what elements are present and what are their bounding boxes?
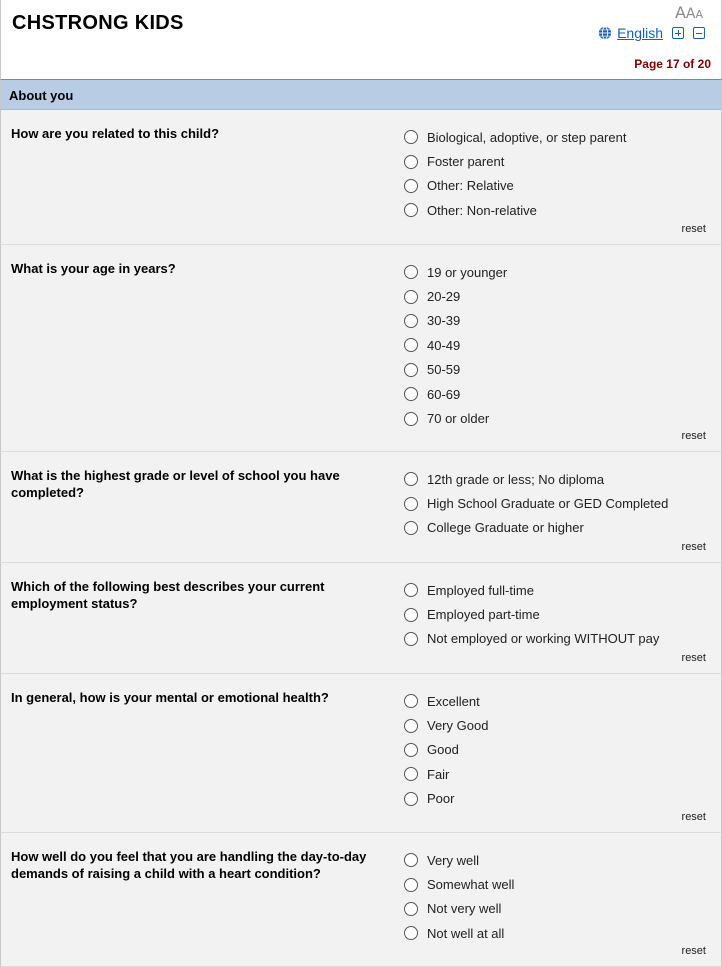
language-selector[interactable]	[598, 25, 705, 41]
radio-button[interactable]	[404, 719, 418, 733]
question-block	[0, 674, 722, 833]
option-label: Very well	[427, 852, 480, 868]
answer-option[interactable]	[404, 516, 668, 540]
answer-option[interactable]	[404, 848, 514, 872]
answer-option[interactable]	[404, 713, 488, 737]
answer-option[interactable]	[404, 578, 659, 602]
option-label: Other: Non-relative	[427, 202, 537, 218]
option-label: Not well at all	[427, 925, 505, 941]
radio-button[interactable]	[404, 363, 418, 377]
collapse-icon[interactable]	[693, 27, 705, 39]
section-header	[0, 79, 722, 110]
radio-button[interactable]	[404, 632, 418, 646]
font-size-control[interactable]	[675, 3, 703, 22]
answer-option[interactable]	[404, 491, 668, 515]
option-label: Very Good	[427, 718, 489, 734]
answer-option[interactable]	[404, 333, 507, 357]
answer-option[interactable]	[404, 125, 626, 149]
radio-button[interactable]	[404, 853, 418, 867]
answer-option[interactable]	[404, 872, 514, 896]
radio-button[interactable]	[404, 926, 418, 940]
answer-option[interactable]	[404, 689, 488, 713]
option-label: 12th grade or less; No diploma	[427, 471, 605, 487]
radio-button[interactable]	[404, 155, 418, 169]
option-label: 70 or older	[427, 411, 490, 427]
radio-button[interactable]	[404, 497, 418, 511]
option-label: Not employed or working WITHOUT pay	[427, 631, 660, 647]
radio-button[interactable]	[404, 694, 418, 708]
question-text: In general, how is your mental or emotional health?	[11, 690, 329, 705]
answer-options	[404, 260, 507, 431]
option-label: Poor	[427, 791, 455, 807]
answer-option[interactable]	[404, 921, 514, 945]
option-label: Excellent	[427, 693, 480, 709]
radio-button[interactable]	[404, 608, 418, 622]
question-block	[0, 245, 722, 452]
font-size-medium[interactable]: A	[685, 6, 696, 22]
option-label: College Graduate or higher	[427, 520, 584, 536]
answer-option[interactable]	[404, 149, 626, 173]
question-block	[0, 452, 722, 563]
option-label: Somewhat well	[427, 877, 515, 893]
answer-options	[404, 467, 668, 540]
answer-option[interactable]	[404, 406, 507, 430]
radio-button[interactable]	[404, 521, 418, 535]
option-label: 40-49	[427, 337, 461, 353]
answer-option[interactable]	[404, 787, 488, 811]
reset-link[interactable]: reset	[681, 811, 706, 823]
option-label: 50-59	[427, 362, 461, 378]
option-label: 20-29	[427, 289, 461, 305]
page-indicator: Page 17 of 20	[634, 57, 711, 71]
radio-button[interactable]	[404, 792, 418, 806]
radio-button[interactable]	[404, 179, 418, 193]
question-text: What is your age in years?	[11, 261, 176, 276]
survey-title: CHSTRONG KIDS	[12, 12, 184, 34]
answer-option[interactable]	[404, 382, 507, 406]
option-label: Other: Relative	[427, 178, 514, 194]
radio-button[interactable]	[404, 130, 418, 144]
radio-button[interactable]	[404, 583, 418, 597]
question-block	[0, 563, 722, 674]
reset-link[interactable]: reset	[681, 945, 706, 957]
radio-button[interactable]	[404, 412, 418, 426]
radio-button[interactable]	[404, 767, 418, 781]
option-label: Employed full-time	[427, 582, 534, 598]
option-label: Good	[427, 742, 459, 758]
radio-button[interactable]	[404, 902, 418, 916]
radio-button[interactable]	[404, 203, 418, 217]
option-label: Fair	[427, 766, 450, 782]
answer-option[interactable]	[404, 602, 659, 626]
option-label: Employed part-time	[427, 607, 540, 623]
option-label: Not very well	[427, 901, 502, 917]
option-label: 19 or younger	[427, 264, 508, 280]
radio-button[interactable]	[404, 314, 418, 328]
question-text: Which of the following best describes your current employment status?	[11, 579, 325, 611]
answer-option[interactable]	[404, 738, 488, 762]
answer-option[interactable]	[404, 897, 514, 921]
font-size-large[interactable]: A	[674, 3, 686, 22]
option-label: 60-69	[427, 386, 461, 402]
answer-options	[404, 848, 514, 946]
question-text: How are you related to this child?	[11, 126, 220, 141]
answer-option[interactable]	[404, 309, 507, 333]
reset-link[interactable]: reset	[681, 430, 706, 442]
answer-option[interactable]	[404, 762, 488, 786]
radio-button[interactable]	[404, 472, 418, 486]
answer-option[interactable]	[404, 627, 659, 651]
answer-options	[404, 578, 659, 651]
question-text: How well do you feel that you are handling the day-to-day demands of raising a child with a heart condition?	[11, 849, 367, 881]
answer-options	[404, 689, 488, 811]
answer-option[interactable]	[404, 198, 626, 222]
radio-button[interactable]	[404, 743, 418, 757]
radio-button[interactable]	[404, 387, 418, 401]
answer-option[interactable]	[404, 467, 668, 491]
question-block	[0, 110, 722, 245]
question-block	[0, 833, 722, 967]
radio-button[interactable]	[404, 265, 418, 279]
globe-icon	[598, 26, 612, 40]
expand-icon[interactable]	[672, 27, 684, 39]
radio-button[interactable]	[404, 290, 418, 304]
reset-link[interactable]: reset	[681, 652, 706, 664]
reset-link[interactable]: reset	[681, 223, 706, 235]
section-title: About you	[9, 88, 74, 103]
answer-option[interactable]	[404, 358, 507, 382]
option-label: 30-39	[427, 313, 461, 329]
font-size-small[interactable]: A	[695, 8, 703, 21]
answer-options	[404, 125, 626, 223]
survey-header	[0, 0, 722, 79]
answer-option[interactable]	[404, 284, 507, 308]
radio-button[interactable]	[404, 338, 418, 352]
question-text: What is the highest grade or level of school you have completed?	[11, 468, 340, 500]
option-label: High School Graduate or GED Completed	[427, 496, 669, 512]
option-label: Biological, adoptive, or step parent	[427, 129, 627, 145]
language-link[interactable]: English	[617, 25, 663, 41]
answer-option[interactable]	[404, 260, 507, 284]
radio-button[interactable]	[404, 878, 418, 892]
answer-option[interactable]	[404, 174, 626, 198]
reset-link[interactable]: reset	[681, 541, 706, 553]
option-label: Foster parent	[427, 154, 505, 170]
